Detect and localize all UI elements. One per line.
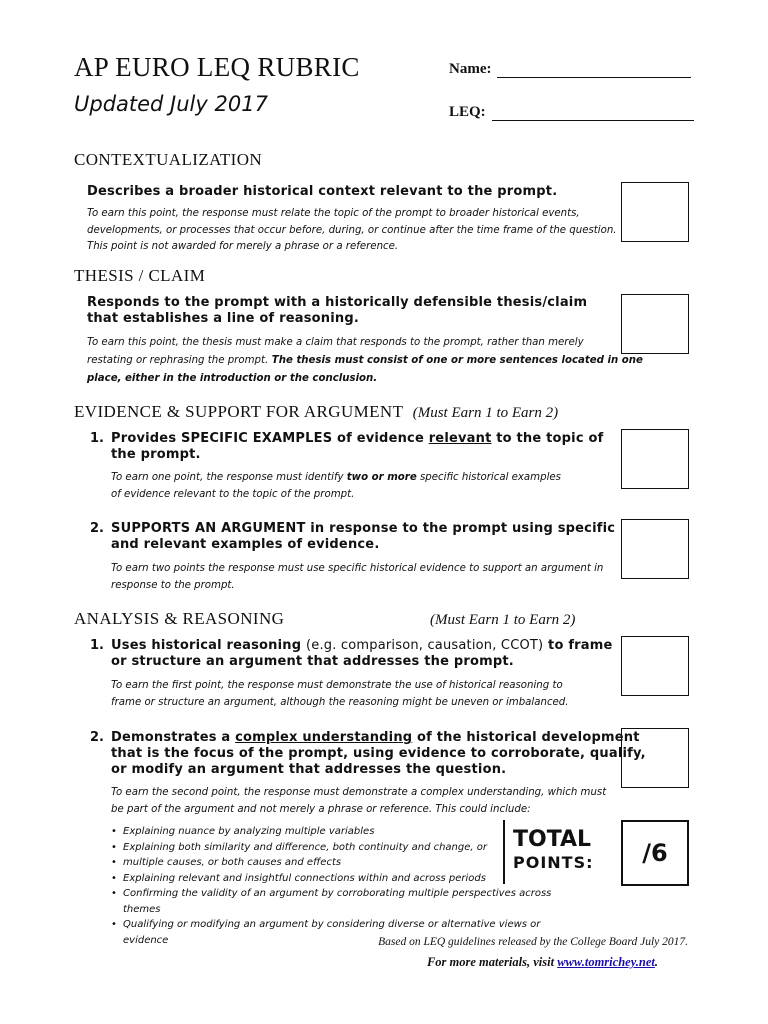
thesis-score-box[interactable] xyxy=(621,294,689,354)
criterion-line: the prompt. xyxy=(111,447,201,462)
contextualization-score-box[interactable] xyxy=(621,182,689,242)
leq-field[interactable] xyxy=(449,101,694,121)
evidence-item2-number: 2. xyxy=(90,521,104,536)
crit-normal: (e.g. comparison, causation, CCOT) xyxy=(305,638,544,653)
name-field[interactable] xyxy=(449,58,691,78)
bullet-item: • Confirming the validity of an argument by corroborating multiple perspectives across themes xyxy=(111,886,581,917)
analysis-note: (Must Earn 1 to Earn 2) xyxy=(430,612,576,628)
evidence-heading-text: EVIDENCE & SUPPORT FOR ARGUMENT xyxy=(74,402,404,421)
footer-source-note: Based on LEQ guidelines released by the College Board July 2017. xyxy=(378,936,688,948)
name-label: Name: xyxy=(449,61,492,77)
crit-text: Provides SPECIFIC EXAMPLES of evidence xyxy=(111,431,429,446)
desc-line: of evidence relevant to the topic of the prompt. xyxy=(111,488,355,500)
footer-text: For more materials, visit xyxy=(426,955,558,969)
analysis-item2-number: 2. xyxy=(90,730,104,745)
desc-line: To earn the first point, the response must demonstrate the use of historical reasoning to xyxy=(111,680,563,691)
name-line[interactable] xyxy=(497,64,691,78)
analysis-item1-criterion xyxy=(111,638,613,670)
desc-line: be part of the argument and not merely a phrase or reference. This could include: xyxy=(111,804,531,815)
evidence-item1-score-box[interactable] xyxy=(621,429,689,489)
website-link[interactable]: www.tomrichey.net xyxy=(557,955,655,969)
desc-line: To earn this point, the response must relate the topic of the prompt to broader historical events, xyxy=(87,208,580,219)
desc-line: To earn this point, the thesis must make a claim that responds to the prompt, rather than merely xyxy=(87,337,584,348)
desc-line: To earn two points the response must use specific historical evidence to support an argument in xyxy=(111,563,604,574)
bullet-item: • Qualifying or modifying an argument by considering diverse or alternative views or evidence xyxy=(111,917,581,948)
bullet-continuation: multiple causes, or both causes and effects xyxy=(123,857,342,868)
criterion-line: Responds to the prompt with a historically defensible thesis/claim xyxy=(87,295,588,310)
analysis-item2-criterion xyxy=(111,730,646,778)
footer-materials-note xyxy=(427,955,658,970)
desc-text: specific historical examples xyxy=(416,472,561,483)
crit-text: to the topic of xyxy=(491,431,604,446)
bullet-item: • Explaining both similarity and difference, both continuity and change, or xyxy=(111,840,581,856)
criterion-line: or modify an argument that addresses the question. xyxy=(111,762,507,777)
thesis-heading: THESIS / CLAIM xyxy=(74,266,206,285)
analysis-item2-score-box[interactable] xyxy=(621,728,689,788)
desc-line-bold: The thesis must consist of one or more sentences located in one xyxy=(268,355,643,366)
evidence-item2-score-box[interactable] xyxy=(621,519,689,579)
evidence-item2-description xyxy=(111,561,603,594)
contextualization-criterion: Describes a broader historical context relevant to the prompt. xyxy=(87,184,558,199)
analysis-item1-number: 1. xyxy=(90,638,104,653)
analysis-note-wrap xyxy=(430,609,575,629)
contextualization-description xyxy=(87,206,617,256)
evidence-item1-number: 1. xyxy=(90,431,104,446)
desc-line: restating or rephrasing the prompt. xyxy=(87,355,269,366)
leq-label: LEQ: xyxy=(449,104,486,120)
total-label-line: POINTS: xyxy=(513,853,594,872)
total-score-box[interactable] xyxy=(621,820,689,886)
total-points-label xyxy=(513,827,594,873)
page-title: AP EURO LEQ RUBRIC xyxy=(74,52,360,82)
bullet-item: • Explaining nuance by analyzing multiple variables xyxy=(111,824,581,840)
criterion-line: that establishes a line of reasoning. xyxy=(87,311,360,326)
contextualization-heading: CONTEXTUALIZATION xyxy=(74,150,263,169)
evidence-item1-description xyxy=(111,470,561,503)
evidence-item1-criterion xyxy=(111,431,603,463)
desc-text: To earn one point, the response must identify xyxy=(111,472,347,483)
total-divider xyxy=(503,820,505,884)
crit-underlined: complex understanding xyxy=(235,730,413,745)
criterion-line: and relevant examples of evidence. xyxy=(111,537,380,552)
analysis-item1-description xyxy=(111,678,569,711)
criterion-line: or structure an argument that addresses the prompt. xyxy=(111,654,514,669)
page-subtitle: Updated July 2017 xyxy=(74,92,268,116)
crit-underlined: relevant xyxy=(428,431,492,446)
total-label-line: TOTAL xyxy=(513,827,592,852)
criterion-line: SUPPORTS AN ARGUMENT in response to the prompt using specific xyxy=(111,521,616,536)
desc-line: developments, or processes that occur before, during, or continue after the time frame of the question. xyxy=(87,224,617,236)
criterion-line: that is the focus of the prompt, using evidence to corroborate, qualify, xyxy=(111,746,646,761)
crit-text: Uses historical reasoning xyxy=(111,638,306,653)
crit-text: Demonstrates a xyxy=(111,730,236,745)
thesis-criterion xyxy=(87,295,587,327)
desc-line: To earn the second point, the response must demonstrate a complex understanding, which must xyxy=(111,787,607,798)
bullet-item-continued xyxy=(111,855,581,871)
total-score-value: /6 xyxy=(642,839,668,867)
desc-line: response to the prompt. xyxy=(111,579,235,591)
footer-text: . xyxy=(654,955,658,969)
desc-line-bold: place, either in the introduction or the conclusion. xyxy=(87,373,378,384)
desc-line: frame or structure an argument, although the reasoning might be uneven or imbalanced. xyxy=(111,696,569,708)
thesis-description xyxy=(87,334,643,388)
analysis-item1-score-box[interactable] xyxy=(621,636,689,696)
crit-text: to frame xyxy=(543,638,613,653)
evidence-item2-criterion xyxy=(111,521,615,553)
crit-text: of the historical development xyxy=(412,730,640,745)
analysis-item2-description xyxy=(111,784,606,818)
desc-line: This point is not awarded for merely a phrase or a reference. xyxy=(87,241,399,252)
analysis-heading: ANALYSIS & REASONING xyxy=(74,609,285,628)
evidence-note: (Must Earn 1 to Earn 2) xyxy=(412,405,559,421)
evidence-heading xyxy=(74,402,558,422)
bullet-item: • Explaining relevant and insightful connections within and across periods xyxy=(111,871,581,887)
desc-bold: two or more xyxy=(346,472,417,483)
complexity-bullet-list xyxy=(111,824,581,948)
leq-line[interactable] xyxy=(492,107,694,121)
